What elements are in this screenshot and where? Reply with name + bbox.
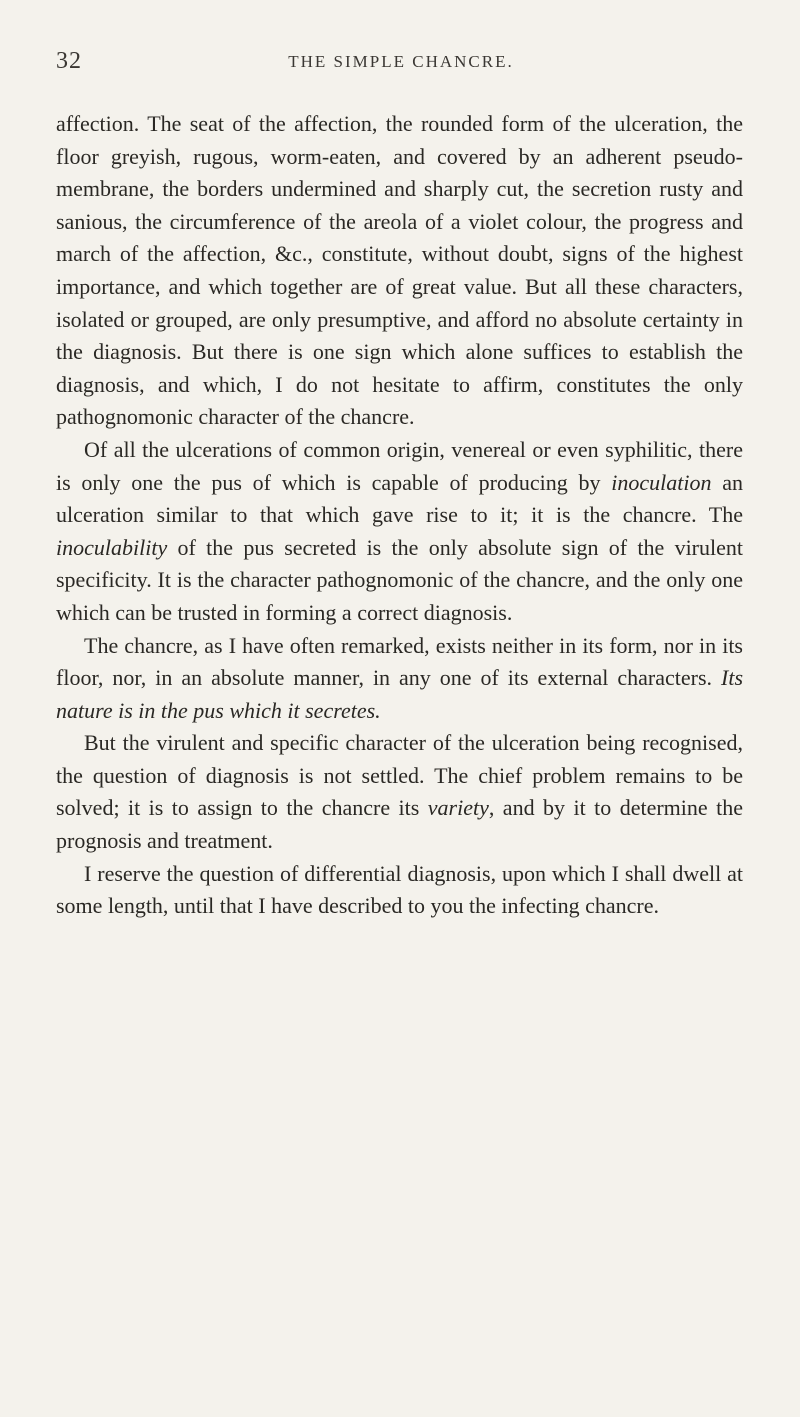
running-head [56, 48, 746, 78]
paragraph-4-text-a: But the virulent and specific character of the ulceration being recognised, the question of diagnosis is not settled. The chief problem remains to be solved; it is to assign to the chancre its [56, 730, 743, 821]
paragraph-5 [56, 858, 743, 923]
paragraph-4-text-b: , and by it to determine the prognosis and treatment. [56, 795, 743, 854]
paragraph-3-text-a: The chancre, as I have often remarked, exists neither in its form, nor in its floor, nor, in an absolute manner, in any one of its external characters. [56, 632, 743, 691]
paragraph-1 [56, 108, 743, 434]
paragraph-2-italic-inoculation: inoculation [611, 469, 712, 495]
paragraph-2-text-a: Of all the ulcerations of common origin, venereal or even syphilitic, there is only one the pus of which is capable of producing by [56, 436, 743, 495]
paragraph-4 [56, 727, 743, 857]
running-title: THE SIMPLE CHANCRE. [288, 52, 514, 71]
page-number: 32 [56, 48, 82, 74]
paragraph-2 [56, 434, 743, 630]
paragraph-2-text-b: an ulceration similar to that which gave rise to it; it is the chancre. The [56, 469, 743, 528]
body-text [56, 108, 743, 923]
paragraph-3 [56, 630, 743, 728]
paragraph-4-italic-variety: variety [427, 795, 489, 821]
paragraph-1-text: affection. The seat of the affection, the rounded form of the ulceration, the floor greyish, rugous, worm-eaten, and covered by an adherent pseudo-membrane, the borders undermined and sharply cut, the secretion rusty and sanious, the circumference of the areola of a violet colour, the progress and march of the affection, &c., constitute, without doubt, signs of the highest importance, and which together are of great value. But all these characters, isolated or grouped, are only presumptive, and afford no absolute certainty in the diagnosis. But there is one sign which alone suffices to establish the diagnosis, and which, I do not hesitate to affirm, constitutes the only pathognomonic character of the chancre. [56, 111, 743, 430]
paragraph-2-italic-inoculability: inoculability [56, 534, 168, 560]
paragraph-5-text: I reserve the question of differential diagnosis, upon which I shall dwell at some length, until that I have described to you the infecting chancre. [56, 860, 743, 919]
paragraph-2-text-c: of the pus secreted is the only absolute sign of the virulent specificity. It is the character pathognomonic of the chancre, and the only one which can be trusted in forming a correct diagnosis. [56, 534, 743, 625]
paragraph-3-italic-nature: Its nature is in the pus which it secretes. [56, 665, 743, 723]
